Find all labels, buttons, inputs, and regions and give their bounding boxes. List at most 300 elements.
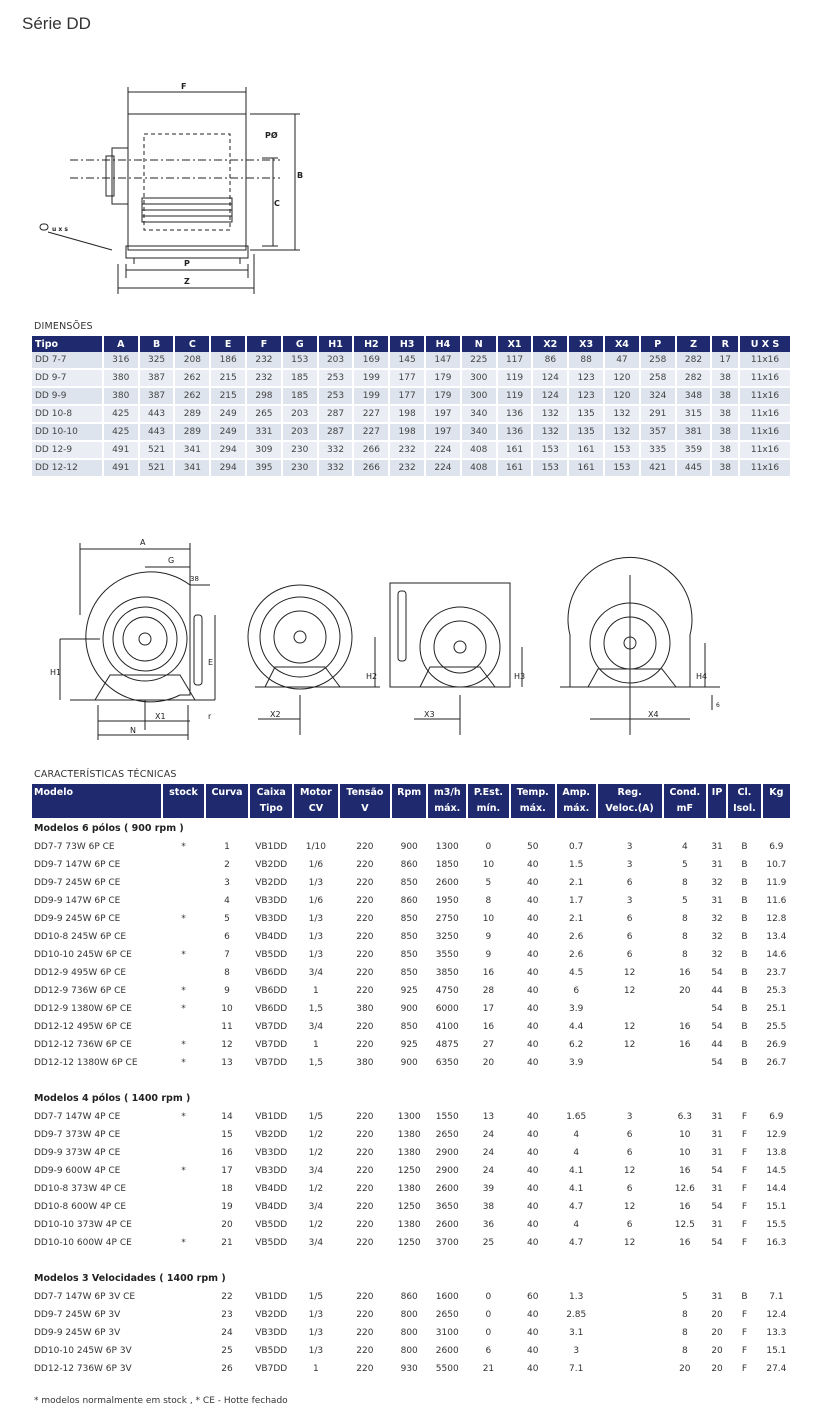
label-B: B [297, 171, 304, 180]
tech-cell: 40 [527, 1148, 539, 1158]
dim-cell: 316 [103, 352, 139, 369]
tech-header-line1: m3/h [433, 787, 461, 798]
dim-cell: 11x16 [739, 405, 791, 423]
tech-header-line2: Tipo [259, 803, 283, 814]
dim-header-4: E [210, 336, 246, 352]
tech-cell [162, 892, 204, 910]
tech-cell: 32 [711, 950, 723, 960]
tech-cell: 11.6 [766, 896, 787, 906]
model-name: DD9-7 373W 4P CE [34, 1130, 121, 1140]
tech-cell: 32 [711, 878, 723, 888]
dimensions-label: DIMENSÕES [34, 321, 93, 332]
tech-cell: F [741, 1238, 747, 1248]
table-row [32, 1126, 791, 1144]
tech-header-line1: IP [711, 787, 723, 798]
dim-cell: 198 [389, 405, 425, 423]
dim-cell: 120 [604, 369, 640, 387]
table-row [32, 441, 791, 459]
dim-cell: 359 [676, 441, 712, 459]
dim-cell: 348 [676, 387, 712, 405]
tech-cell: 5 [681, 1292, 688, 1302]
dim-header-14: X3 [568, 336, 604, 352]
table-row [32, 369, 791, 387]
tech-cell: 16 [482, 1022, 495, 1032]
tech-cell: 44 [711, 986, 723, 996]
tech-cell: 6 [626, 932, 633, 942]
model-name: DD10-8 245W 6P CE [34, 932, 127, 942]
tech-cell: 850 [400, 1022, 418, 1032]
tech-cell: 32 [711, 932, 723, 942]
tech-cell: 4.7 [569, 1202, 584, 1212]
tech-cell: 8 [681, 914, 688, 924]
tech-cell: 4 [224, 896, 230, 906]
table-row [32, 982, 791, 1000]
tech-cell: 6350 [435, 1058, 459, 1068]
dim-cell: 224 [425, 441, 461, 459]
table-row [32, 387, 791, 405]
tech-cell: 4.7 [569, 1238, 584, 1248]
tech-cell: 2900 [435, 1166, 459, 1176]
tech-cell: 15.1 [766, 1202, 787, 1212]
dim-cell: 294 [210, 441, 246, 459]
tech-cell: 13 [482, 1112, 495, 1122]
tech-cell: 1300 [435, 842, 459, 852]
tech-cell: 6 [626, 878, 633, 888]
tech-cell: 40 [527, 896, 539, 906]
dim-cell: 197 [425, 405, 461, 423]
label-Z: Z [184, 277, 190, 286]
tech-cell: 26 [221, 1364, 233, 1374]
tech-cell: 40 [527, 860, 539, 870]
tech-cell: 31 [711, 1130, 723, 1140]
tech-cell [162, 1198, 204, 1216]
table-row [32, 405, 791, 423]
tech-cell: B [741, 986, 748, 996]
tech-cell: 60 [527, 1292, 539, 1302]
tech-cell: 220 [356, 1238, 374, 1248]
tech-cell: 31 [711, 1292, 723, 1302]
tech-cell: 0 [485, 842, 492, 852]
tech-cell: 220 [356, 1364, 374, 1374]
tech-cell: 17 [221, 1166, 233, 1176]
tech-cell: 2750 [435, 914, 459, 924]
tech-cell: VB6DD [255, 1004, 288, 1014]
tech-cell: F [741, 1346, 747, 1356]
tech-cell: 1/3 [308, 1328, 324, 1338]
tech-cell: 1/3 [308, 914, 324, 924]
tech-cell: 40 [527, 1130, 539, 1140]
tech-cell: 220 [356, 1112, 374, 1122]
tech-cell: 1250 [397, 1166, 421, 1176]
dim-cell: 179 [425, 387, 461, 405]
dim-cell: 88 [568, 352, 604, 369]
dim-cell: 521 [139, 441, 175, 459]
tech-cell: 12 [221, 1040, 233, 1050]
table-row [32, 1000, 791, 1018]
tech-cell: 1380 [397, 1130, 421, 1140]
tech-cell: VB1DD [255, 1112, 288, 1122]
tech-cell: F [741, 1310, 747, 1320]
dim-header-17: Z [676, 336, 712, 352]
tech-cell: 4750 [435, 986, 459, 996]
dim-header-10: H4 [425, 336, 461, 352]
tech-header-line1: P.Est. [473, 787, 503, 798]
tech-cell: 220 [356, 1220, 374, 1230]
dim-cell: 341 [174, 459, 210, 477]
table-row [32, 459, 791, 477]
tech-cell: B [741, 860, 748, 870]
tech-cell: 36 [482, 1220, 495, 1230]
tech-cell: 7.1 [769, 1292, 784, 1302]
model-name: DD12-12 736W 6P 3V [34, 1364, 132, 1374]
tech-cell: 3/4 [308, 1238, 324, 1248]
model-name: DD10-10 245W 6P CE [34, 950, 132, 960]
tech-cell: 1 [313, 1040, 319, 1050]
dim-cell: 169 [353, 352, 389, 369]
dim-cell: 266 [353, 441, 389, 459]
tech-cell: 2600 [435, 1220, 459, 1230]
tech-cell: 0 [485, 1328, 492, 1338]
tech-table [32, 784, 792, 1378]
tech-cell: VB2DD [255, 1130, 288, 1140]
dim-cell: 443 [139, 423, 175, 441]
tech-cell [162, 1306, 204, 1324]
dim-cell: 132 [604, 405, 640, 423]
tech-cell: 40 [527, 950, 539, 960]
tech-cell: VB3DD [255, 914, 288, 924]
tech-cell: 850 [400, 914, 418, 924]
dim-cell: 230 [282, 441, 318, 459]
footnote: * modelos normalmente em stock , * CE - Hotte fechado [34, 1396, 288, 1406]
dim-cell: 381 [676, 423, 712, 441]
tech-cell: 1 [313, 1364, 319, 1374]
tech-cell: 13.4 [766, 932, 787, 942]
dim-cell: 282 [676, 369, 712, 387]
tech-cell: 860 [400, 1292, 418, 1302]
tech-cell: 1/2 [308, 1184, 324, 1194]
tech-cell: 1/10 [305, 842, 326, 852]
tech-header-line2: Veloc.(A) [605, 803, 654, 814]
tech-cell: 10 [679, 1130, 691, 1140]
dim-cell: 408 [461, 459, 497, 477]
tech-header-line1: Cond. [669, 787, 701, 798]
tech-cell: 6 [626, 1184, 633, 1194]
dim-cell: 135 [568, 423, 604, 441]
table-row [32, 856, 791, 874]
tech-cell: 5 [681, 896, 688, 906]
tech-cell: 40 [527, 914, 539, 924]
tech-cell: 3/4 [308, 1022, 324, 1032]
tech-cell: 4.5 [569, 968, 584, 978]
tech-cell: 3.9 [569, 1004, 584, 1014]
tech-cell: VB7DD [255, 1364, 288, 1374]
tech-cell [597, 1360, 663, 1378]
table-row [32, 946, 791, 964]
tech-cell: 20 [711, 1364, 723, 1374]
table-row [32, 1306, 791, 1324]
tech-cell: 25.3 [766, 986, 787, 996]
tech-cell: B [741, 950, 748, 960]
tech-cell: F [741, 1202, 747, 1212]
tech-cell: 31 [711, 1220, 723, 1230]
tech-cell: 40 [527, 968, 539, 978]
dim-cell: 232 [389, 459, 425, 477]
tech-cell: 40 [527, 932, 539, 942]
tech-cell: 20 [711, 1310, 723, 1320]
tech-cell: 40 [527, 1310, 539, 1320]
label-r: r [208, 712, 212, 721]
tech-cell: VB3DD [255, 1148, 288, 1158]
dim-cell: 86 [532, 352, 568, 369]
tech-cell: 1/3 [308, 1310, 324, 1320]
model-name: DD12-12 495W 6P CE [34, 1022, 132, 1032]
tech-cell: VB3DD [255, 1166, 288, 1176]
tech-header-line2: CV [308, 803, 324, 814]
tech-cell: 5 [485, 878, 492, 888]
model-name: DD7-7 147W 6P 3V CE [34, 1292, 136, 1302]
tech-cell: 54 [711, 1238, 723, 1248]
tech-cell: 220 [356, 1202, 374, 1212]
tech-cell: 1250 [397, 1202, 421, 1212]
dim-cell: 198 [389, 423, 425, 441]
dimensions-table [32, 336, 792, 478]
dim-cell: 38 [711, 423, 739, 441]
table-row [32, 1234, 791, 1252]
tech-header-12 [663, 784, 707, 818]
tech-cell: 12 [623, 1166, 636, 1176]
tech-cell: 20 [679, 1364, 691, 1374]
label-H4: H4 [696, 672, 708, 681]
tech-cell: 40 [527, 1004, 539, 1014]
tech-cell: B [741, 842, 748, 852]
tech-cell: 3700 [435, 1238, 459, 1248]
tech-cell: 900 [400, 1058, 418, 1068]
tech-cell: VB5DD [255, 1346, 288, 1356]
label-E: E [208, 658, 214, 667]
tech-header-0 [32, 784, 162, 818]
tech-cell: F [741, 1220, 747, 1230]
tech-cell: B [741, 878, 748, 888]
tech-cell: 220 [356, 950, 374, 960]
tech-cell: 12 [623, 1202, 636, 1212]
tech-cell: 2 [224, 860, 230, 870]
dim-cell: 38 [711, 387, 739, 405]
table-row [32, 910, 791, 928]
tech-cell: 20 [711, 1346, 723, 1356]
dim-cell: 258 [640, 369, 676, 387]
dim-cell: 197 [425, 423, 461, 441]
tech-header-line2: mín. [476, 803, 501, 814]
tech-cell: 54 [711, 968, 723, 978]
dim-cell: 177 [389, 369, 425, 387]
dim-cell: 258 [640, 352, 676, 369]
tech-cell: 4875 [435, 1040, 459, 1050]
tech-header-line1: Motor [300, 787, 332, 798]
tech-cell [162, 1018, 204, 1036]
tech-cell: B [741, 914, 748, 924]
dim-cell: 287 [318, 405, 354, 423]
tech-cell: 15.5 [766, 1220, 787, 1230]
tech-cell: 1550 [435, 1112, 459, 1122]
tech-cell: * [181, 1112, 186, 1122]
dim-cell: 262 [174, 369, 210, 387]
dim-cell: 215 [210, 369, 246, 387]
tech-cell: 3 [224, 878, 230, 888]
tech-cell: 23 [221, 1310, 233, 1320]
tech-cell [162, 964, 204, 982]
tech-cell: VB7DD [255, 1058, 288, 1068]
tech-cell: 3 [626, 860, 633, 870]
tech-label: CARACTERÍSTICAS TÉCNICAS [34, 769, 177, 780]
dim-cell: 309 [246, 441, 282, 459]
tech-cell: F [741, 1184, 747, 1194]
tech-cell: 7 [224, 950, 230, 960]
tech-cell: 38 [482, 1202, 495, 1212]
dim-cell: 332 [318, 441, 354, 459]
tech-cell: 2.1 [569, 914, 584, 924]
dim-cell: 253 [318, 369, 354, 387]
model-name: DD9-7 147W 6P CE [34, 860, 121, 870]
table-row [32, 423, 791, 441]
tech-cell: 220 [356, 860, 374, 870]
dim-cell: 38 [711, 441, 739, 459]
tech-cell: VB6DD [255, 968, 288, 978]
dim-cell: 315 [676, 405, 712, 423]
dim-cell: 147 [425, 352, 461, 369]
dim-header-15: X4 [604, 336, 640, 352]
tech-cell: 380 [356, 1058, 374, 1068]
tech-cell: 13.8 [766, 1148, 787, 1158]
tech-cell: 220 [356, 1166, 374, 1176]
tech-cell: 1.5 [569, 860, 584, 870]
tech-cell: VB4DD [255, 1184, 288, 1194]
tech-cell: * [181, 842, 186, 852]
tech-cell: 40 [527, 1364, 539, 1374]
dim-cell: 153 [532, 441, 568, 459]
dim-cell: 521 [139, 459, 175, 477]
tech-cell: 16 [679, 968, 691, 978]
tech-cell: 3650 [435, 1202, 459, 1212]
tech-cell: 1.3 [569, 1292, 584, 1302]
tech-cell: 54 [711, 1058, 723, 1068]
dim-cell: 47 [604, 352, 640, 369]
tech-header-11 [597, 784, 663, 818]
tech-cell: 220 [356, 842, 374, 852]
tech-cell: 1380 [397, 1148, 421, 1158]
tech-cell: 3550 [435, 950, 459, 960]
tech-cell: VB4DD [255, 1202, 288, 1212]
dim-cell: 227 [353, 405, 389, 423]
tech-cell [162, 1216, 204, 1234]
dim-cell: 298 [246, 387, 282, 405]
tech-cell: F [741, 1112, 747, 1122]
tech-cell: 3.9 [569, 1058, 584, 1068]
dim-cell: 11x16 [739, 441, 791, 459]
tech-header-14 [727, 784, 762, 818]
dim-cell: 117 [497, 352, 533, 369]
dim-cell: 185 [282, 369, 318, 387]
tech-cell: 6.2 [569, 1040, 584, 1050]
tech-cell: 925 [400, 1040, 418, 1050]
tech-cell: B [741, 968, 748, 978]
tech-cell: 31 [711, 1148, 723, 1158]
tech-cell: 20 [482, 1058, 495, 1068]
tech-cell: 40 [527, 986, 539, 996]
dim-cell: 408 [461, 441, 497, 459]
dim-cell: 38 [711, 405, 739, 423]
dim-cell: 161 [568, 459, 604, 477]
tech-cell: 11.9 [766, 878, 787, 888]
tech-cell: 3.1 [569, 1328, 584, 1338]
dim-cell: 215 [210, 387, 246, 405]
dim-cell: DD 12-12 [32, 459, 103, 477]
tech-cell: 1/6 [308, 860, 324, 870]
tech-cell: 12 [623, 986, 636, 996]
dim-cell: 341 [174, 441, 210, 459]
tech-cell: B [741, 1292, 748, 1302]
tech-cell: 17 [482, 1004, 495, 1014]
tech-cell: 50 [527, 842, 539, 852]
dim-cell: 135 [568, 405, 604, 423]
dim-cell: DD 12-9 [32, 441, 103, 459]
dim-cell: 153 [604, 459, 640, 477]
tech-cell: 6 [224, 932, 230, 942]
tech-cell: 900 [400, 842, 418, 852]
tech-header-line2: V [361, 803, 369, 814]
tech-cell: 24 [482, 1148, 495, 1158]
tech-cell: 1/2 [308, 1148, 324, 1158]
tech-cell: 220 [356, 1148, 374, 1158]
label-X2: X2 [270, 710, 281, 719]
dim-cell: 38 [711, 369, 739, 387]
tech-cell: 54 [711, 1166, 723, 1176]
table-row [32, 1180, 791, 1198]
dim-cell: 324 [640, 387, 676, 405]
dim-cell: 325 [139, 352, 175, 369]
tech-header-3 [249, 784, 293, 818]
tech-header-line2: mF [676, 803, 693, 814]
tech-cell: 25.1 [766, 1004, 787, 1014]
dim-cell: 287 [318, 423, 354, 441]
tech-cell: B [741, 1058, 748, 1068]
tech-cell: 40 [527, 1058, 539, 1068]
tech-cell: 3 [626, 842, 633, 852]
tech-cell: 1,5 [308, 1058, 324, 1068]
tech-cell [597, 1054, 663, 1072]
model-name: DD7-7 73W 6P CE [34, 842, 115, 852]
tech-header-8 [467, 784, 510, 818]
dim-cell: 230 [282, 459, 318, 477]
dim-header-0: Tipo [32, 336, 103, 352]
tech-cell: 10 [482, 860, 495, 870]
table-row [32, 1018, 791, 1036]
tech-cell: 40 [527, 1112, 539, 1122]
tech-header-line2: máx. [563, 803, 590, 814]
tech-cell: 25 [482, 1238, 495, 1248]
tech-cell [162, 874, 204, 892]
tech-cell [162, 1126, 204, 1144]
front-view-drawings [40, 535, 800, 745]
tech-cell: 8 [485, 896, 492, 906]
dim-header-11: N [461, 336, 497, 352]
tech-cell: 20 [711, 1328, 723, 1338]
tech-cell: 1/5 [308, 1112, 324, 1122]
tech-cell: 40 [527, 1346, 539, 1356]
dim-cell: 199 [353, 387, 389, 405]
tech-cell: 3250 [435, 932, 459, 942]
tech-header-line1: Rpm [397, 787, 422, 798]
tech-cell: 1300 [397, 1112, 421, 1122]
